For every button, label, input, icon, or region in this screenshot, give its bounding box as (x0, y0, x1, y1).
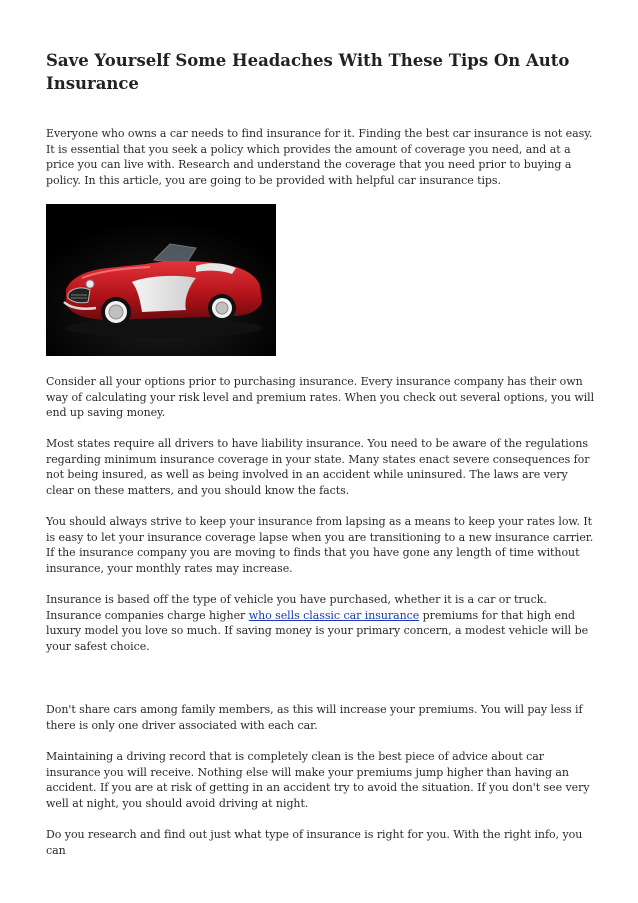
article-title: Save Yourself Some Headaches With These Tips On Auto Insurance (46, 51, 570, 93)
paragraph-options: Consider all your options prior to purchasing insurance. Every insurance company has their own way of calculating your risk level and premium rates. When you check out several options, you will end up saving money. (46, 375, 595, 419)
classic-car-insurance-link[interactable]: who sells classic car insurance (248, 608, 420, 622)
paragraph-intro: Everyone who owns a car needs to find insurance for it. Finding the best car insurance is not easy. It is essential that you seek a policy which provides the amount of coverage you need, and at a price you can live with. Research and understand the coverage that you need prior to buying a policy. In this article, you are going to be provided with helpful car insurance tips. (46, 127, 593, 187)
paragraph-sharing-cars: Don't share cars among family members, as this will increase your premiums. You will pay less if there is only one driver associated with each car. (46, 703, 583, 732)
paragraph-text-start: Insurance is based off the type of vehicle you have purchased, whether it is a car or truck. Insurance companies charge higher (46, 593, 547, 622)
paragraph-driving-record: Maintaining a driving record that is completely clean is the best piece of advice about car insurance you will receive. Nothing else will make your premiums jump higher than having an accident. If you are at risk of getting in an accident try to avoid the situation. If you don't see very well at night, you should avoid driving at night. (46, 750, 590, 810)
paragraph-lapsing: You should always strive to keep your insurance from lapsing as a means to keep your rates low. It is easy to let your insurance coverage lapse when you are transitioning to a new insurance carrier. If the insurance company you are moving to finds that you have gone any length of time without insurance, your monthly rates may increase. (46, 515, 594, 575)
paragraph-research: Do you research and find out just what type of insurance is right for you. With the right info, you can (46, 828, 583, 857)
paragraph-text-end: premiums for that high end luxury model you love so much. If saving money is your primary concern, a modest vehicle will be your safest choice. (46, 608, 589, 653)
red-convertible-car-icon (46, 204, 276, 356)
paragraph-vehicle-type (46, 592, 598, 654)
classic-car-image (46, 204, 276, 356)
paragraph-liability: Most states require all drivers to have liability insurance. You need to be aware of the regulations regarding minimum insurance coverage in your state. Many states enact severe consequences for not being insured, as well as being involved in an accident while uninsured. The laws are very clear on these matters, and you should know the facts. (46, 437, 590, 497)
